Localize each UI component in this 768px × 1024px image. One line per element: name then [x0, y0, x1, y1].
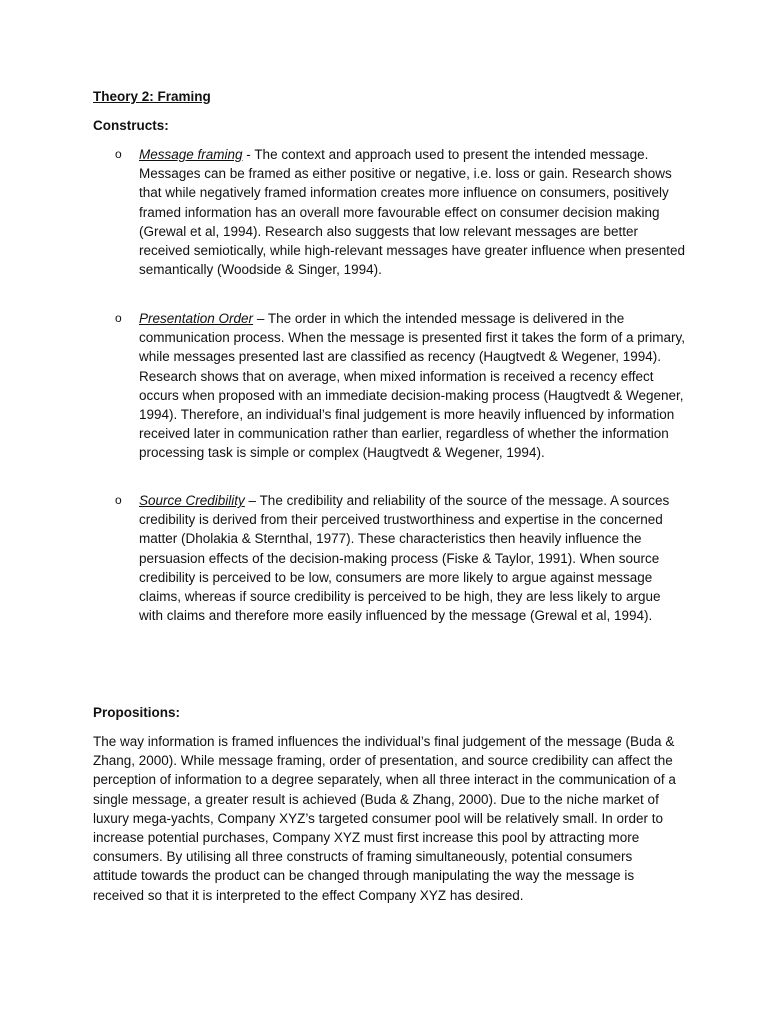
construct-term: Message framing [139, 147, 243, 162]
constructs-heading: Constructs: [93, 118, 169, 133]
construct-separator: - [242, 147, 255, 162]
bullet-icon: o [115, 311, 122, 325]
construct-text [139, 145, 687, 279]
bullet-icon: o [115, 147, 122, 161]
propositions-paragraph: The way information is framed influences the individual’s final judgement of the message (Buda & Zhang, 2000). While message framing, order of presentation, and source credibility can affect the perception of information to a degree separately, when all three interact in the communication of a single message, a greater result is achieved (Buda & Zhang, 2000). Due to the niche market of luxury mega-yachts, Company XYZ’s targeted consumer pool will be relatively small. In order to increase potential purchases, Company XYZ must first increase this pool by attracting more consumers. By utilising all three constructs of framing simultaneously, potential consumers attitude towards the product can be changed through manipulating the way the message is received so that it is interpreted to the effect Company XYZ has desired. [93, 734, 676, 903]
construct-body: The context and approach used to present the intended message. Messages can be framed as either positive or negative, i.e. loss or gain. Research shows that while negatively framed information creates more influence on consumers, positively framed information has an overall more favourable effect on consumer decision making (Grewal et al, 1994). Research also suggests that low relevant messages are better received semiotically, while high-relevant messages have greater influence when presented semantically (Woodside & Singer, 1994). [139, 147, 686, 278]
construct-term: Presentation Order [139, 311, 254, 326]
propositions-heading: Propositions: [93, 705, 180, 720]
bullet-icon: o [115, 493, 122, 507]
page-title: Theory 2: Framing [93, 89, 211, 104]
construct-body: The credibility and reliability of the source of the message. A sources credibility is derived from their perceived trustworthiness and expertise in the concerned matter (Dholakia & Sternthal, 1977). These characteristics then heavily influence the persuasion effects of the decision-making process (Fiske & Taylor, 1991). When source credibility is perceived to be low, consumers are more likely to argue against message claims, whereas if source credibility is perceived to be high, they are less likely to argue with claims and therefore more easily influenced by the message (Grewal et al, 1994). [139, 493, 670, 624]
construct-term: Source Credibility [139, 493, 245, 508]
construct-text [139, 491, 687, 625]
construct-separator: – [244, 493, 260, 508]
construct-separator: – [253, 311, 268, 326]
construct-text [139, 309, 687, 463]
construct-body: The order in which the intended message is delivered in the communication process. When the message is presented first it takes the form of a primary, while messages presented last are classified as recency (Haugtvedt & Wegener, 1994). Research shows that on average, when mixed information is received a recency effect occurs when proposed with an immediate decision-making process (Haugtvedt & Wegener, 1994). Therefore, an individual’s final judgement is more heavily influenced by information received later in communication rather than earlier, regardless of whether the information processing task is simple or complex (Haugtvedt & Wegener, 1994). [139, 311, 685, 461]
